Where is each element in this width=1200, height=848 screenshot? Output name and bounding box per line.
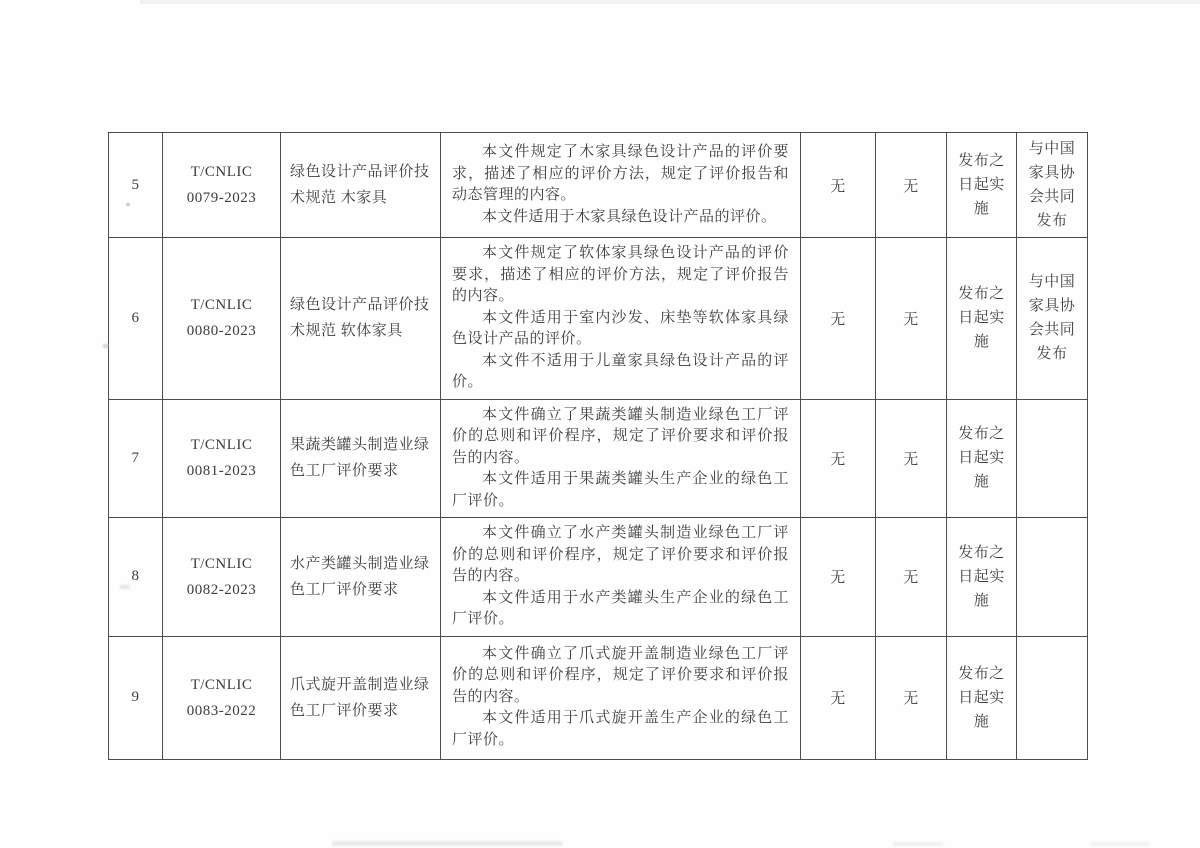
scope-description — [441, 518, 801, 637]
scope-paragraph: 本文件规定了木家具绿色设计产品的评价要求，描述了相应的评价方法，规定了评价报告和动态管理的内容。 — [452, 144, 789, 203]
scan-artifact — [332, 841, 562, 846]
cell-none-a: 无 — [801, 133, 876, 238]
scope-paragraph: 本文件确立了果蔬类罐头制造业绿色工厂评价的总则和评价程序，规定了评价要求和评价报告的内容。 — [452, 406, 789, 466]
scope-paragraph: 本文件适用于果蔬类罐头生产企业的绿色工厂评价。 — [452, 471, 789, 509]
cell-none-a: 无 — [801, 399, 876, 518]
standard-name: 果蔬类罐头制造业绿色工厂评价要求 — [281, 399, 441, 518]
scope-paragraph: 本文件确立了爪式旋开盖制造业绿色工厂评价的总则和评价程序，规定了评价要求和评价报告的内容。 — [452, 645, 789, 705]
scope-paragraph: 本文件适用于水产类罐头生产企业的绿色工厂评价。 — [452, 589, 789, 627]
standard-code-number: 0082-2023 — [186, 581, 257, 598]
remark — [1017, 518, 1088, 637]
table-row — [109, 399, 1088, 518]
cell-none-b: 无 — [876, 636, 947, 759]
scope-description — [441, 636, 801, 759]
standards-table — [108, 132, 1088, 760]
table-row — [109, 518, 1088, 637]
scope-description — [441, 399, 801, 518]
scan-artifact — [140, 0, 1200, 4]
standard-name: 爪式旋开盖制造业绿色工厂评价要求 — [281, 636, 441, 759]
scope-paragraph: 本文件确立了水产类罐头制造业绿色工厂评价的总则和评价程序，规定了评价要求和评价报告的内容。 — [452, 525, 789, 584]
row-number: 8 — [109, 518, 163, 637]
scope-paragraph: 本文件适用于木家具绿色设计产品的评价。 — [482, 208, 777, 225]
standard-code-number: 0079-2023 — [186, 190, 257, 206]
standard-name: 水产类罐头制造业绿色工厂评价要求 — [281, 518, 441, 637]
row-number: 5 — [109, 133, 163, 238]
standard-code-prefix: T/CNLIC — [190, 555, 253, 572]
scope-description — [441, 133, 801, 238]
standard-name: 绿色设计产品评价技术规范 软体家具 — [281, 238, 441, 400]
remark — [1017, 399, 1088, 518]
cell-none-b: 无 — [876, 238, 947, 400]
scope-paragraph: 本文件适用于室内沙发、床垫等软体家具绿色设计产品的评价。 — [452, 309, 789, 347]
table-row — [109, 636, 1088, 759]
row-number: 6 — [109, 238, 163, 400]
standard-code-number: 0081-2023 — [186, 463, 257, 480]
implementation-date: 发布之日起实施 — [947, 518, 1017, 637]
implementation-date: 发布之日起实施 — [947, 238, 1017, 400]
standard-code-prefix: T/CNLIC — [190, 676, 253, 693]
standard-code-prefix: T/CNLIC — [190, 437, 253, 454]
cell-none-b: 无 — [876, 518, 947, 637]
standard-code — [163, 238, 281, 400]
standard-code-prefix: T/CNLIC — [190, 297, 253, 314]
scope-description — [441, 238, 801, 400]
standard-code-number: 0083-2022 — [186, 702, 257, 719]
standard-code — [163, 133, 281, 238]
scope-paragraph: 本文件适用于爪式旋开盖生产企业的绿色工厂评价。 — [452, 710, 789, 748]
implementation-date: 发布之日起实施 — [947, 399, 1017, 518]
table-row — [109, 238, 1088, 400]
remark: 与中国家具协会共同发布 — [1017, 133, 1088, 238]
standard-code-prefix: T/CNLIC — [190, 164, 253, 180]
cell-none-b: 无 — [876, 399, 947, 518]
scope-paragraph: 本文件规定了软体家具绿色设计产品的评价要求，描述了相应的评价方法，规定了评价报告的内容。 — [452, 245, 789, 304]
scan-artifact — [893, 842, 943, 846]
row-number: 9 — [109, 636, 163, 759]
cell-none-a: 无 — [801, 518, 876, 637]
row-number: 7 — [109, 399, 163, 518]
standard-code — [163, 518, 281, 637]
cell-none-a: 无 — [801, 238, 876, 400]
standard-code — [163, 399, 281, 518]
cell-none-a: 无 — [801, 636, 876, 759]
remark — [1017, 636, 1088, 759]
standard-name: 绿色设计产品评价技术规范 木家具 — [281, 133, 441, 238]
scope-paragraph: 本文件不适用于儿童家具绿色设计产品的评价。 — [452, 352, 789, 390]
table-row — [109, 133, 1088, 238]
scan-artifact — [1090, 842, 1150, 846]
remark: 与中国家具协会共同发布 — [1017, 238, 1088, 400]
implementation-date: 发布之日起实施 — [947, 133, 1017, 238]
standard-code-number: 0080-2023 — [186, 323, 257, 340]
cell-none-b: 无 — [876, 133, 947, 238]
standard-code — [163, 636, 281, 759]
implementation-date: 发布之日起实施 — [947, 636, 1017, 759]
